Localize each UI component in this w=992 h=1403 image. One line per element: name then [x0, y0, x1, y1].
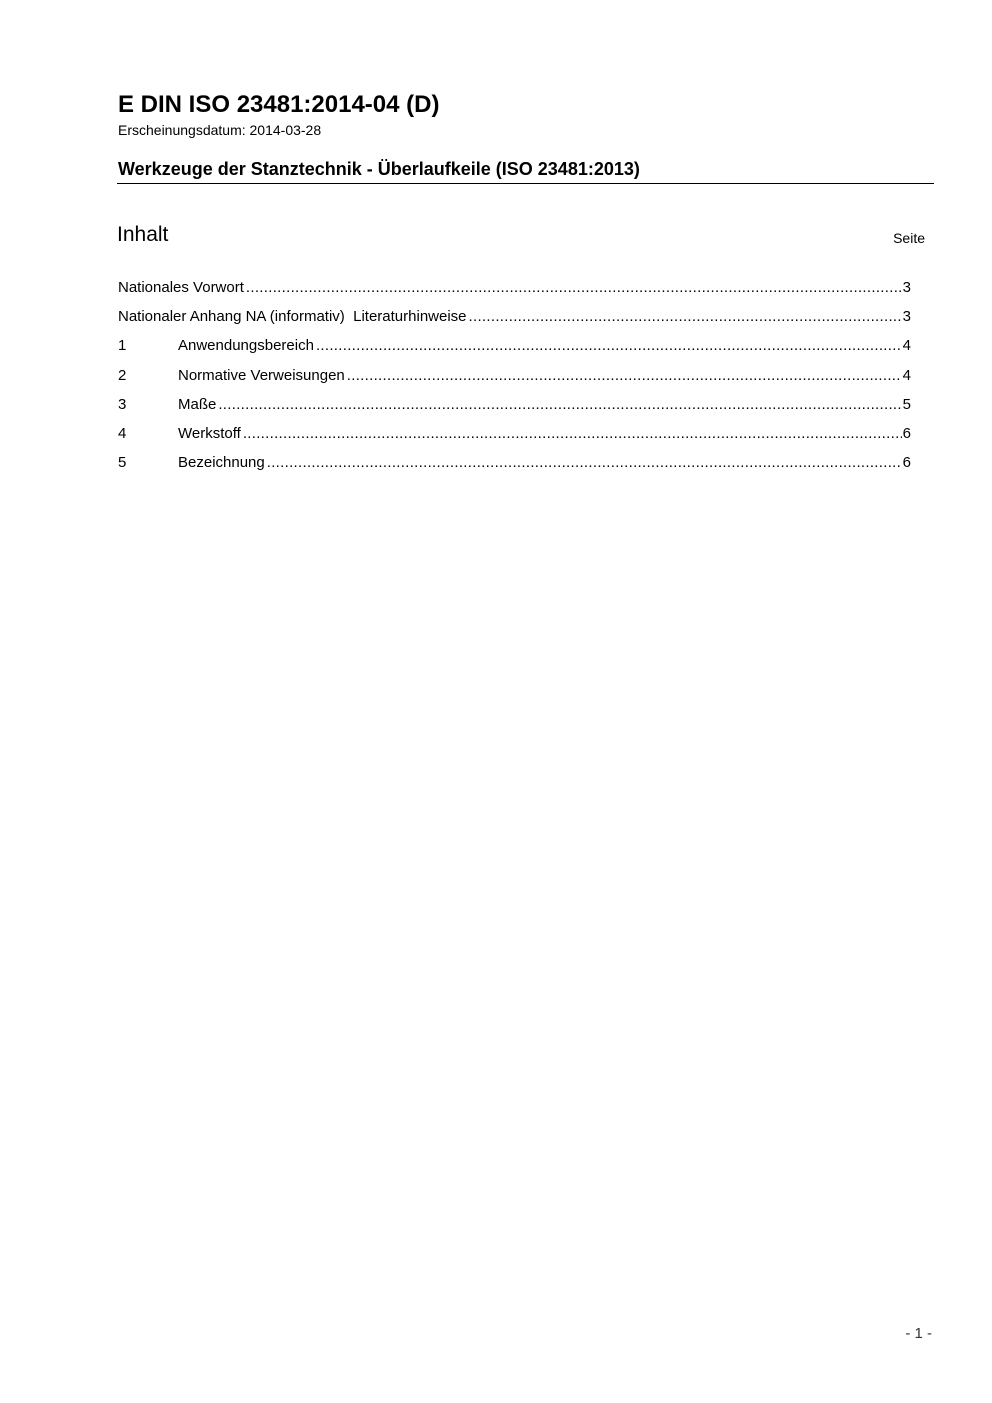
toc-entry-number: 3: [118, 395, 127, 413]
toc-dot-leader: [347, 366, 902, 386]
toc-entry-label: Maße: [178, 395, 217, 413]
toc-entry-label: Bezeichnung: [178, 454, 265, 472]
toc-entry-nationaler-anhang[interactable]: [118, 307, 911, 336]
document-subtitle: Werkzeuge der Stanztechnik - Überlaufkeile (ISO 23481:2013): [118, 159, 640, 179]
toc-entry-werkstoff[interactable]: [118, 424, 911, 453]
toc-entry-page: 4: [902, 337, 911, 355]
publication-date: Erscheinungsdatum: 2014-03-28: [118, 122, 322, 138]
toc-entry-page: 5: [902, 395, 911, 413]
toc-entry-bezeichnung[interactable]: [118, 453, 911, 482]
toc-entry-label: Anwendungsbereich: [178, 337, 314, 355]
toc-entry-label: Nationales Vorwort: [118, 279, 244, 296]
toc-page-column-label: Seite: [893, 230, 925, 246]
toc-entry-page: 3: [902, 308, 911, 326]
toc-entry-page: 6: [902, 454, 911, 472]
toc-entry-masse[interactable]: [118, 395, 911, 424]
toc-dot-leader: [469, 307, 902, 327]
toc-entry-nationales-vorwort[interactable]: [118, 278, 911, 307]
toc-dot-leader: [246, 278, 902, 298]
toc-entry-number: 4: [118, 424, 127, 442]
toc-entry-page: 3: [902, 279, 911, 296]
title-divider: [117, 183, 934, 184]
page-number: - 1 -: [905, 1325, 932, 1342]
toc-entry-label: Werkstoff: [178, 424, 241, 442]
toc-entry-number: 1: [118, 337, 127, 355]
toc-dot-leader: [316, 336, 902, 356]
toc-dot-leader: [243, 424, 902, 444]
toc-heading: Inhalt: [117, 223, 169, 246]
toc-entry-anwendungsbereich[interactable]: [118, 336, 911, 365]
toc-entry-label: Normative Verweisungen: [178, 366, 345, 384]
toc-entry-number: 5: [118, 454, 127, 472]
toc-entry-normative-verweisungen[interactable]: [118, 366, 911, 395]
toc-entry-number: 2: [118, 366, 127, 384]
toc-entry-page: 6: [902, 424, 911, 442]
document-title: E DIN ISO 23481:2014-04 (D): [118, 91, 440, 118]
table-of-contents: [118, 278, 911, 482]
toc-dot-leader: [218, 395, 901, 415]
toc-entry-page: 4: [902, 366, 911, 384]
toc-entry-label: Nationaler Anhang NA (informativ) Literaturhinweise: [118, 308, 467, 326]
toc-dot-leader: [267, 453, 902, 473]
